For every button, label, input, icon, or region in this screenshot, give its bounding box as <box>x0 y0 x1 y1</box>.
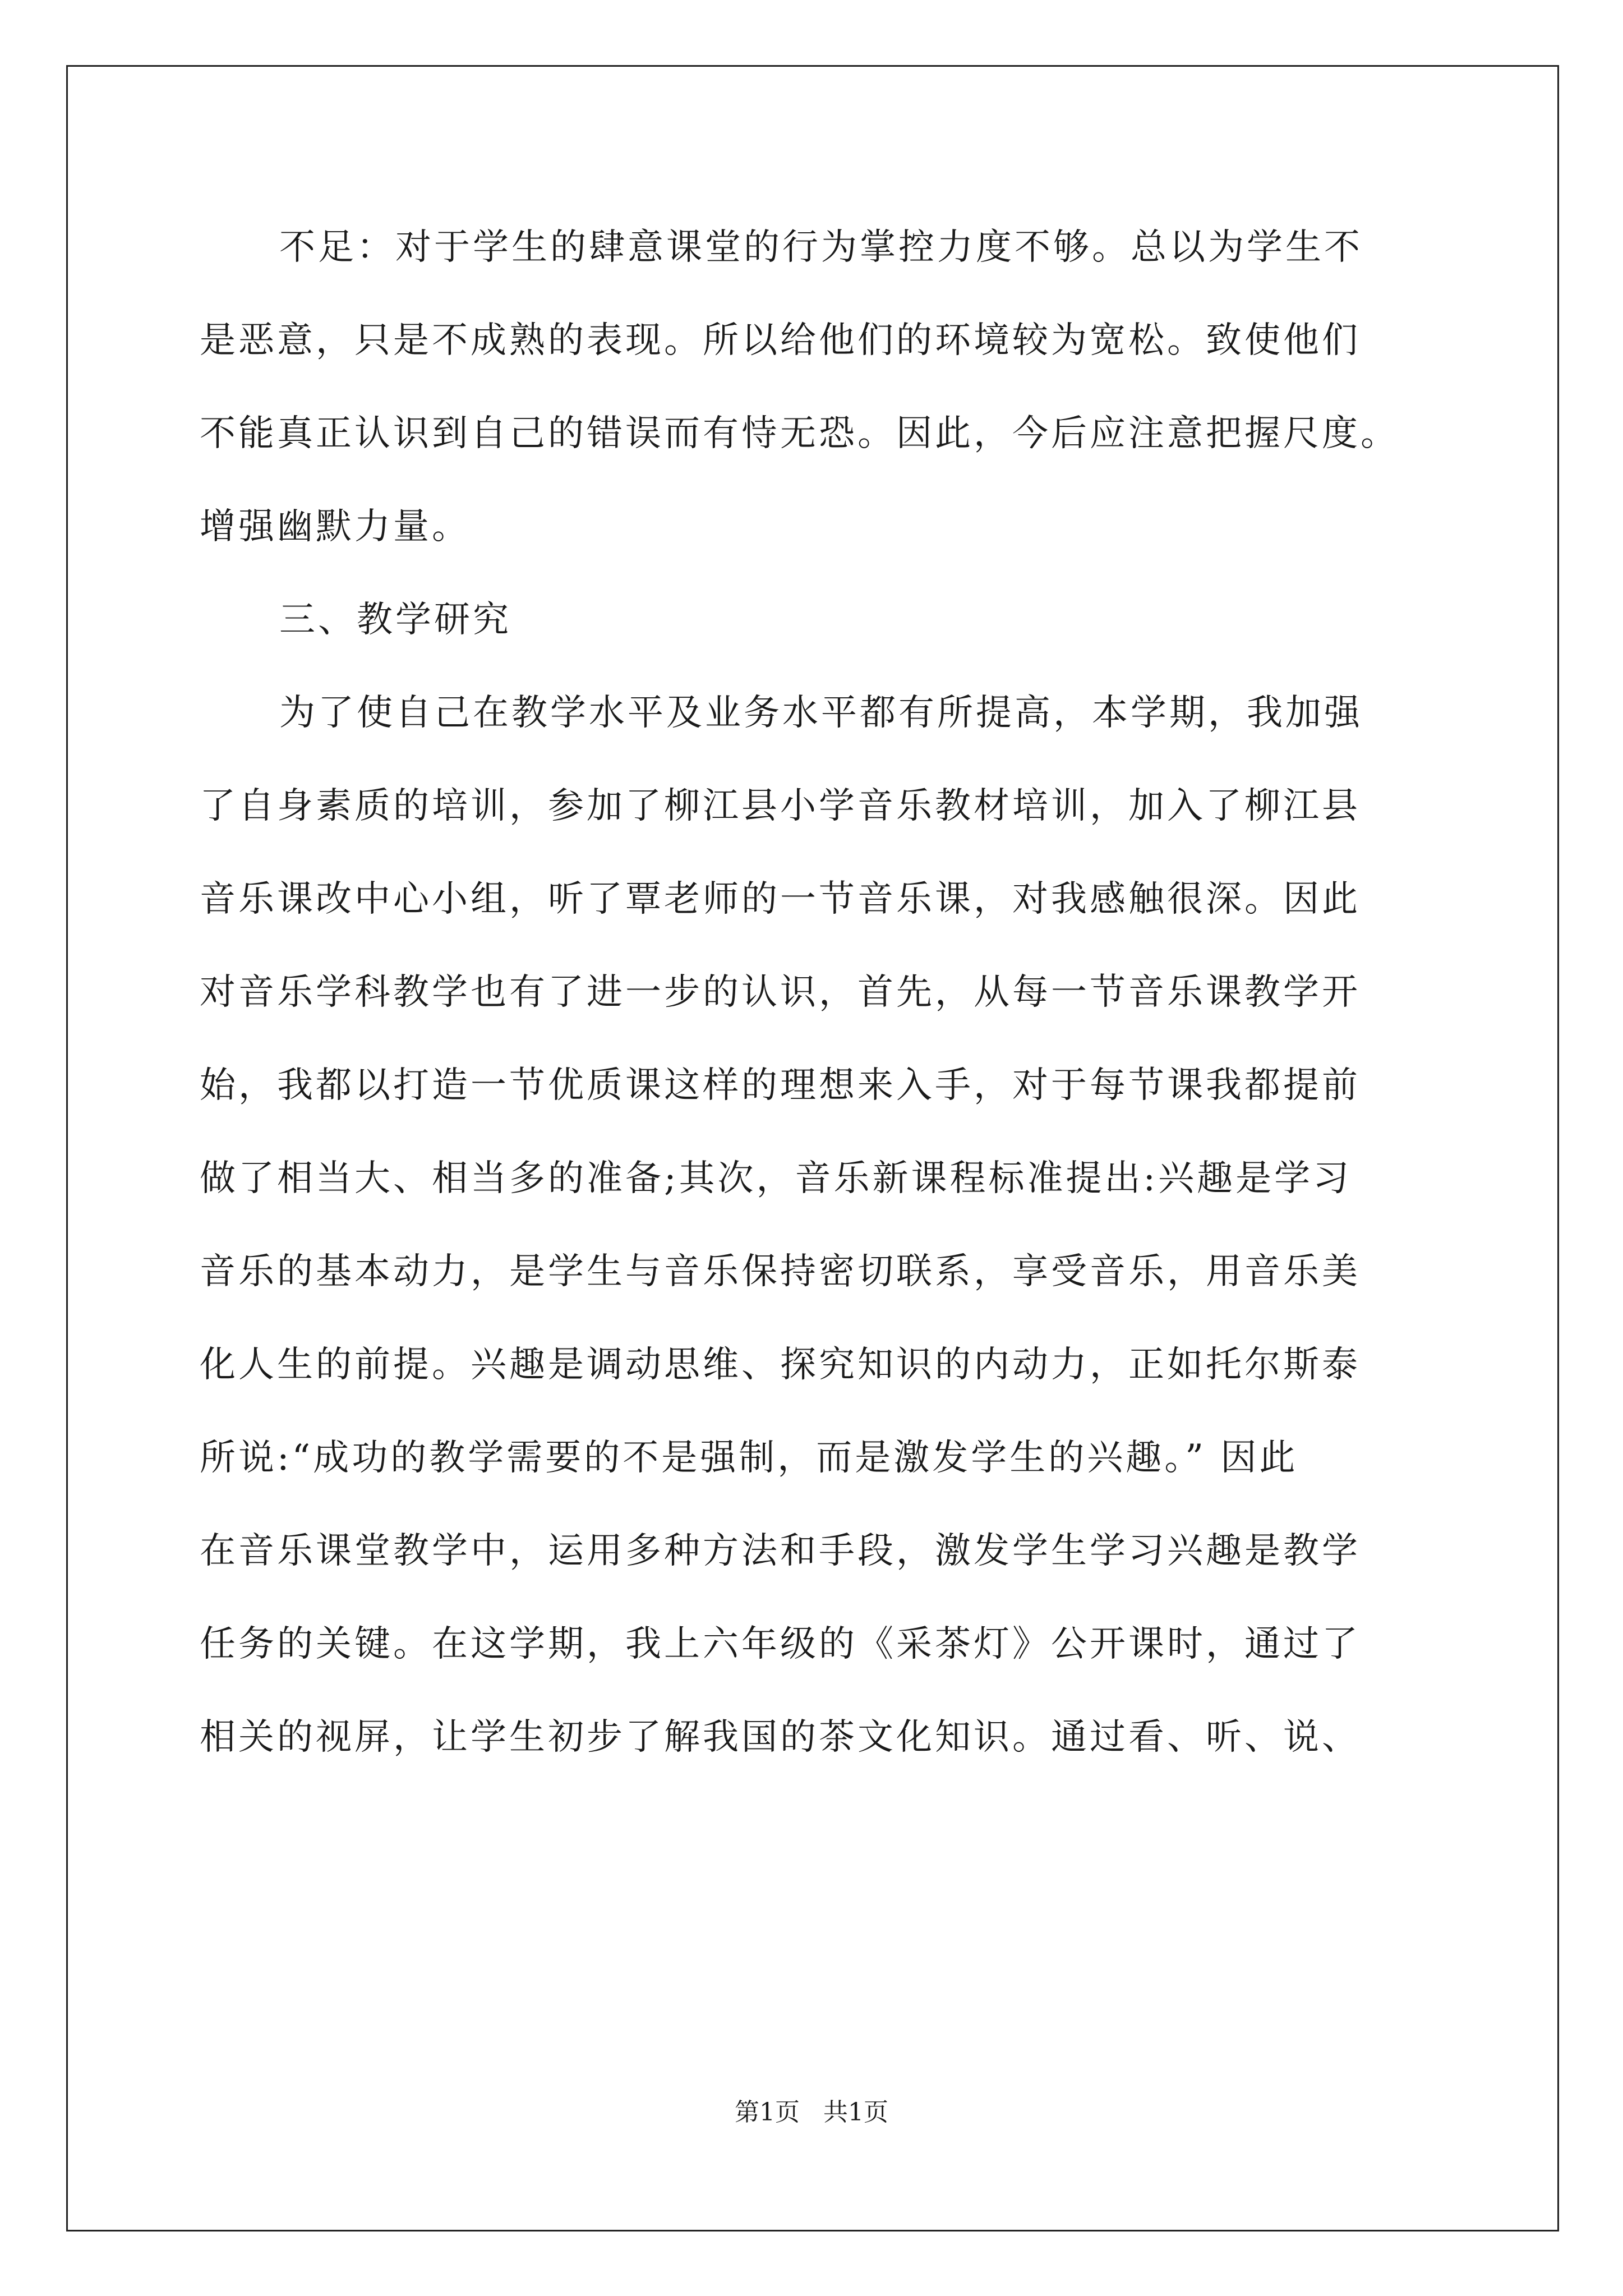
text-line: 音乐的基本动力，是学生与音乐保持密切联系，享受音乐，用音乐美 <box>200 1251 1361 1292</box>
document-body <box>200 201 1461 1784</box>
text-line: 做了相当大、相当多的准备;其次，音乐新课程标准提出:兴趣是学习 <box>200 1158 1352 1199</box>
text-line: 始，我都以打造一节优质课这样的理想来入手，对于每节课我都提前 <box>200 1065 1361 1106</box>
text-line: 相关的视屏，让学生初步了解我国的茶文化知识。通过看、听、说、 <box>200 1717 1361 1758</box>
text-line: 化人生的前提。兴趣是调动思维、探究知识的内动力，正如托尔斯泰 <box>200 1344 1361 1386</box>
text-line: 不能真正认识到自己的错误而有恃无恐。因此，今后应注意把握尺度。 <box>200 413 1399 454</box>
text-line: 了自身素质的培训，参加了柳江县小学音乐教材培训，加入了柳江县 <box>200 785 1361 827</box>
text-line: 增强幽默力量。 <box>200 506 471 547</box>
text-line: 在音乐课堂教学中，运用多种方法和手段，激发学生学习兴趣是教学 <box>200 1530 1361 1572</box>
text-line: 是恶意，只是不成熟的表现。所以给他们的环境较为宽松。致使他们 <box>200 320 1361 361</box>
text-line: 所说:“成功的教学需要的不是强制，而是激发学生的兴趣。” 因此 <box>200 1437 1298 1479</box>
text-line: 任务的关键。在这学期，我上六年级的《采茶灯》公开课时，通过了 <box>200 1623 1361 1665</box>
page-footer: 第1页 共1页 <box>735 2098 888 2127</box>
section-heading: 三、教学研究 <box>279 599 511 641</box>
text-line: 对音乐学科教学也有了进一步的认识，首先，从每一节音乐课教学开 <box>200 972 1361 1013</box>
text-line: 音乐课改中心小组，听了覃老师的一节音乐课，对我感触很深。因此 <box>200 878 1361 920</box>
text-line: 不足：对于学生的肆意课堂的行为掌控力度不够。总以为学生不 <box>279 227 1363 268</box>
text-line: 为了使自己在教学水平及业务水平都有所提高，本学期，我加强 <box>279 692 1363 734</box>
